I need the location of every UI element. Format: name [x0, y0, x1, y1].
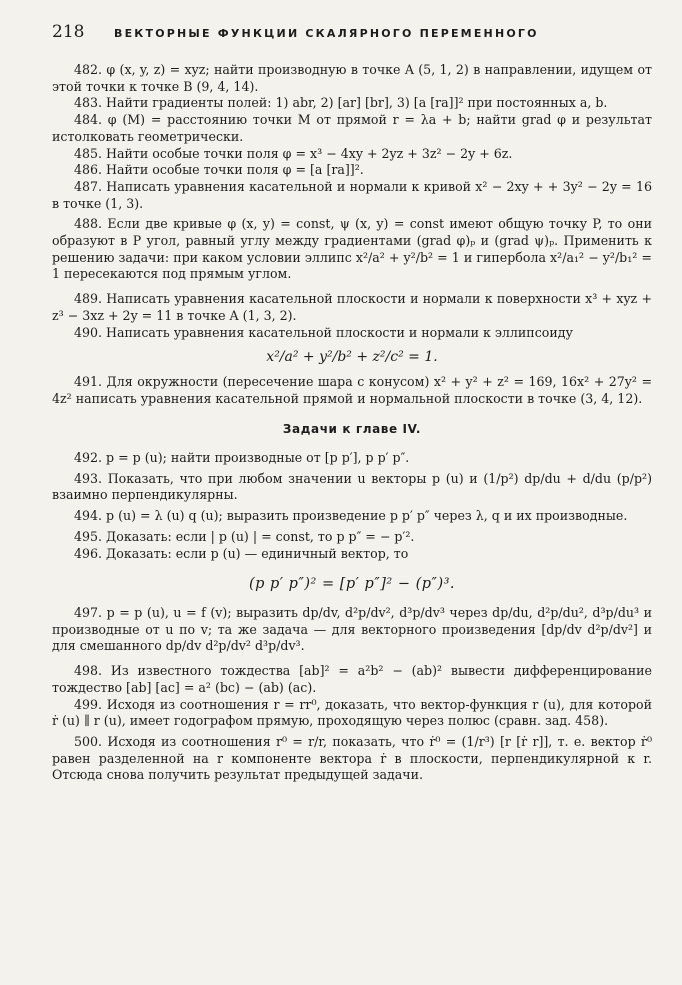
problem-492: 492. p = p (u); найти производные от [p p′], p p′ p″.: [74, 450, 410, 466]
page-number: 218: [52, 22, 85, 42]
problem-494: 494. p (u) = λ (u) q (u); выразить произведение p p′ p″ через λ, q и их производные.: [74, 508, 628, 524]
section-title: Задачи к главе IV.: [282, 422, 422, 437]
problem-488: 488. Если две кривые φ (x, y) = const, ψ (x, y) = const имеют общую точку P, то они образуют в P угол, равный углу между градиентами (grad φ)ₚ и (grad ψ)ₚ. Применить к решению задачи: при каком условии эллипс x²/a² + y²/b² = 1 и гипербола x²/a₁² − y²/b₁² = 1 пересекаются под прямым углом.: [52, 216, 652, 282]
problem-list: [52, 62, 652, 784]
problem-487: 487. Написать уравнения касательной и нормали к кривой x² − 2xy + + 3y² − 2y = 16 в точке (1, 3).: [52, 178, 652, 211]
problem-493: 493. Показать, что при любом значении u векторы p (u) и (1/p²) dp/du + d/du (p/p²) взаимно перпендикулярны.: [52, 470, 652, 503]
problem-497: 497. p = p (u), u = f (v); выразить dp/dv, d²p/dv², d³p/dv³ через dp/du, d²p/du², d³p/du³ и производные от u по v; та же задача — для векторного произведения [dp/dv d²p/dv²] и для смешанного dp/dv d²p/dv² d³p/dv³.: [52, 604, 652, 654]
problem-495: 495. Доказать: если | p (u) | = const, то p p″ = − p′².: [74, 528, 415, 544]
problem-499: 499. Исходя из соотношения r = rr⁰, доказать, что вектор-функция r (u), для которой ṙ (u) ∥ r (u), имеет годографом прямую, проходящую через полюс (сравн. зад. 458).: [52, 696, 652, 729]
problem-498: 498. Из известного тождества [ab]² = a²b² − (ab)² вывести дифференцирование тождество [ab] [ac] = a² (bc) − (ab) (ac).: [52, 663, 652, 695]
problem-484: 484. φ (M) = расстоянию точки M от прямой r = λa + b; найти grad φ и результат истолковать геометрически.: [52, 112, 652, 144]
problem-490: 490. Написать уравнения касательной плоскости и нормали к эллипсоиду: [74, 324, 573, 340]
problem-485: 485. Найти особые точки поля φ = x³ − 4xy + 2yz + 3z² − 2y + 6z.: [74, 145, 513, 161]
problem-482: 482. φ (x, y, z) = xyz; найти производную в точке A (5, 1, 2) в направлении, идущем от этой точки к точке B (9, 4, 14).: [52, 62, 652, 94]
problem-483: 483. Найти градиенты полей: 1) abr, 2) [ar] [br], 3) [a [ra]]² при постоянных a, b.: [74, 95, 608, 111]
problem-489: 489. Написать уравнения касательной плоскости и нормали к поверхности x³ + xyz + z³ − 3xz + 2y = 11 в точке A (1, 3, 2).: [52, 291, 652, 323]
formula-496: (p p′ p″)² = [p′ p″]² − (p″)³.: [248, 576, 456, 593]
running-head: ВЕКТОРНЫЕ ФУНКЦИИ СКАЛЯРНОГО ПЕРЕМЕННОГО: [114, 27, 539, 40]
problem-486: 486. Найти особые точки поля φ = [a [ra]]².: [74, 162, 364, 178]
problem-491: 491. Для окружности (пересечение шара с конусом) x² + y² + z² = 169, 16x² + 27y² = 4z² написать уравнения касательной прямой и нормальной плоскости в точке (3, 4, 12).: [52, 373, 652, 406]
problem-496: 496. Доказать: если p (u) — единичный вектор, то: [74, 545, 409, 561]
formula-490: x²/a² + y²/b² + z²/c² = 1.: [266, 349, 438, 366]
page-header: [52, 22, 652, 48]
problem-500: 500. Исходя из соотношения r⁰ = r/r, показать, что ṙ⁰ = (1/r³) [r [ṙ r]], т. е. вектор ṙ⁰ равен разделенной на r компоненте вектора ṙ в плоскости, перпендикулярной к r. Отсюда снова получить результат предыдущей задачи.: [52, 733, 652, 783]
